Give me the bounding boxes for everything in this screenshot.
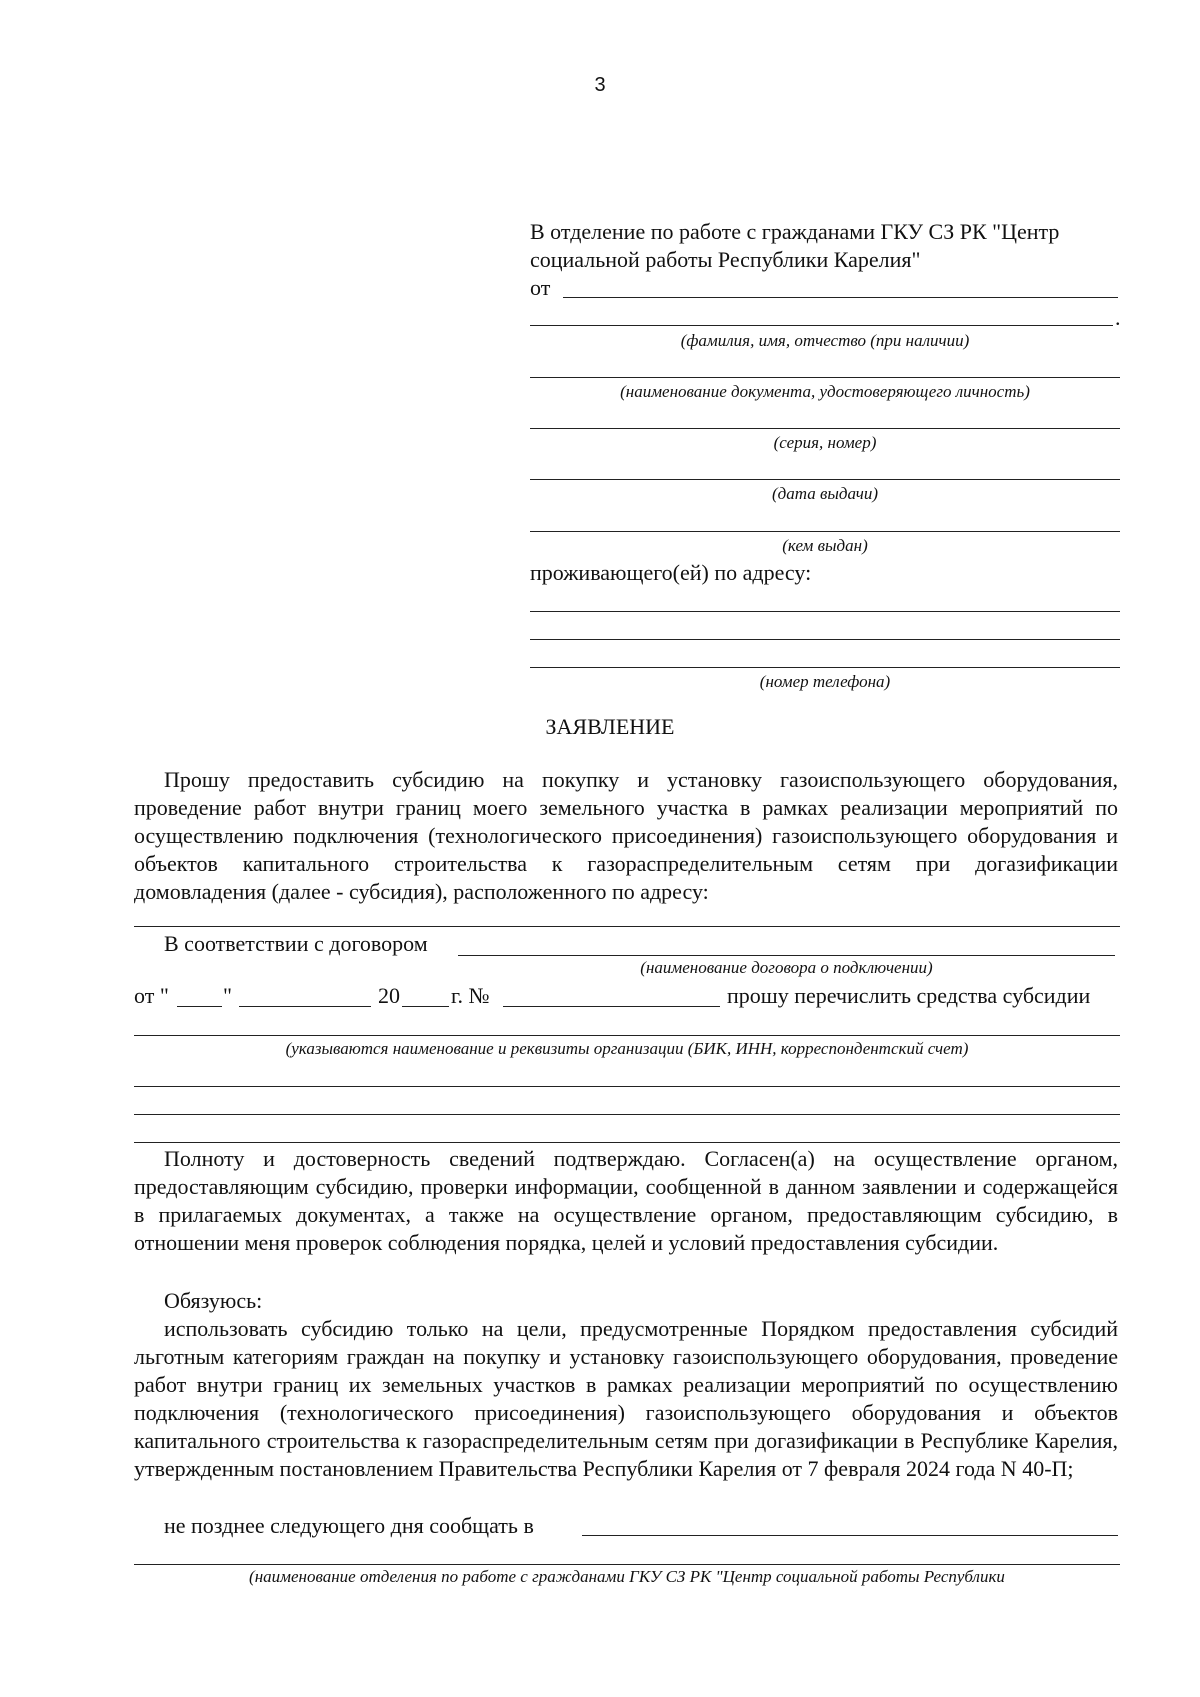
- caption-issued-by: (кем выдан): [782, 536, 868, 555]
- caption-fio: (фамилия, имя, отчество (при наличии): [680, 331, 970, 350]
- contract-year-field[interactable]: [402, 1006, 449, 1007]
- addressee-line-1: В отделение по работе с гражданами ГКУ СЗ РК "Центр: [530, 219, 1060, 244]
- caption-series-number: (серия, номер): [773, 433, 877, 452]
- addressee-line-2: социальной работы Республики Карелия": [530, 247, 921, 272]
- address-field-1[interactable]: [530, 611, 1120, 612]
- contract-day-field[interactable]: [177, 1006, 222, 1007]
- request-paragraph: Прошу предоставить субсидию на покупку и установку газоиспользующего оборудования, проведение работ внутри границ моего земельного участка в рамках реализации мероприятий по осуществлению подключения (технологического присоединения) газоиспользующего оборудования и объектов капитального строительства к газораспределительным сетям при догазификации домовладения (далее - субсидия), расположенного по адресу:: [134, 767, 1118, 904]
- organization-field-2[interactable]: [134, 1086, 1120, 1087]
- address-field-2[interactable]: [530, 639, 1120, 640]
- obligation-label: Обязуюсь:: [164, 1288, 263, 1313]
- contract-number-field[interactable]: [503, 1006, 720, 1007]
- caption-phone: (номер телефона): [759, 672, 891, 691]
- notify-text: не позднее следующего дня сообщать в: [164, 1513, 534, 1538]
- transfer-request-text: прошу перечислить средства субсидии: [727, 983, 1091, 1008]
- caption-issue-date: (дата выдачи): [771, 484, 879, 503]
- document-title: ЗАЯВЛЕНИЕ: [545, 714, 675, 739]
- dot: .: [1115, 305, 1121, 330]
- issued-by-field[interactable]: [530, 531, 1120, 532]
- caption-identity-document: (наименование документа, удостоверяющего личность): [620, 382, 1030, 401]
- department-field[interactable]: [582, 1535, 1118, 1536]
- applicant-name-field-2[interactable]: [530, 325, 1113, 326]
- department-field-2[interactable]: [134, 1564, 1120, 1565]
- page-number: 3: [594, 74, 606, 96]
- contract-label: В соответствии с договором: [164, 931, 428, 956]
- organization-field-1[interactable]: [134, 1035, 1120, 1036]
- property-address-field[interactable]: [134, 926, 1120, 927]
- issue-date-field[interactable]: [530, 479, 1120, 480]
- contract-month-field[interactable]: [239, 1006, 371, 1007]
- address-label: проживающего(ей) по адресу:: [530, 560, 812, 585]
- from-label: от: [530, 275, 551, 300]
- contract-year-prefix: 20: [378, 983, 400, 1008]
- organization-field-4[interactable]: [134, 1142, 1120, 1143]
- contract-name-field[interactable]: [458, 955, 1115, 956]
- series-number-field[interactable]: [530, 428, 1120, 429]
- identity-document-field[interactable]: [530, 377, 1120, 378]
- caption-organization: (указываются наименование и реквизиты организации (БИК, ИНН, корреспондентский счет): [285, 1039, 969, 1058]
- confirmation-paragraph: Полноту и достоверность сведений подтверждаю. Согласен(а) на осуществление органом, предоставляющим субсидию, проверки информации, сообщенной в данном заявлении и содержащейся в прилагаемых документах, а также на осуществление органом, предоставляющим субсидию, в отношении меня проверок соблюдения порядка, целей и условий предоставления субсидии.: [134, 1146, 1118, 1255]
- caption-contract: (наименование договора о подключении): [640, 958, 933, 977]
- contract-date-from: от ": [134, 983, 169, 1008]
- contract-date-quote: ": [223, 983, 232, 1008]
- contract-number-label: г. №: [451, 983, 490, 1008]
- caption-department: (наименование отделения по работе с гражданами ГКУ СЗ РК "Центр социальной работы Республики: [249, 1567, 1005, 1586]
- organization-field-3[interactable]: [134, 1114, 1120, 1115]
- phone-field[interactable]: [530, 667, 1120, 668]
- applicant-name-field[interactable]: [563, 297, 1118, 298]
- obligation-paragraph: использовать субсидию только на цели, предусмотренные Порядком предоставления субсидий льготным категориям граждан на покупку и установку газоиспользующего оборудования, проведение работ внутри границ их земельных участков в рамках реализации мероприятий по осуществлению подключения (технологического присоединения) газоиспользующего оборудования и объектов капитального строительства к газораспределительным сетям при догазификации в Республике Карелия, утвержденным постановлением Правительства Республики Карелия от 7 февраля 2024 года N 40-П;: [134, 1316, 1118, 1481]
